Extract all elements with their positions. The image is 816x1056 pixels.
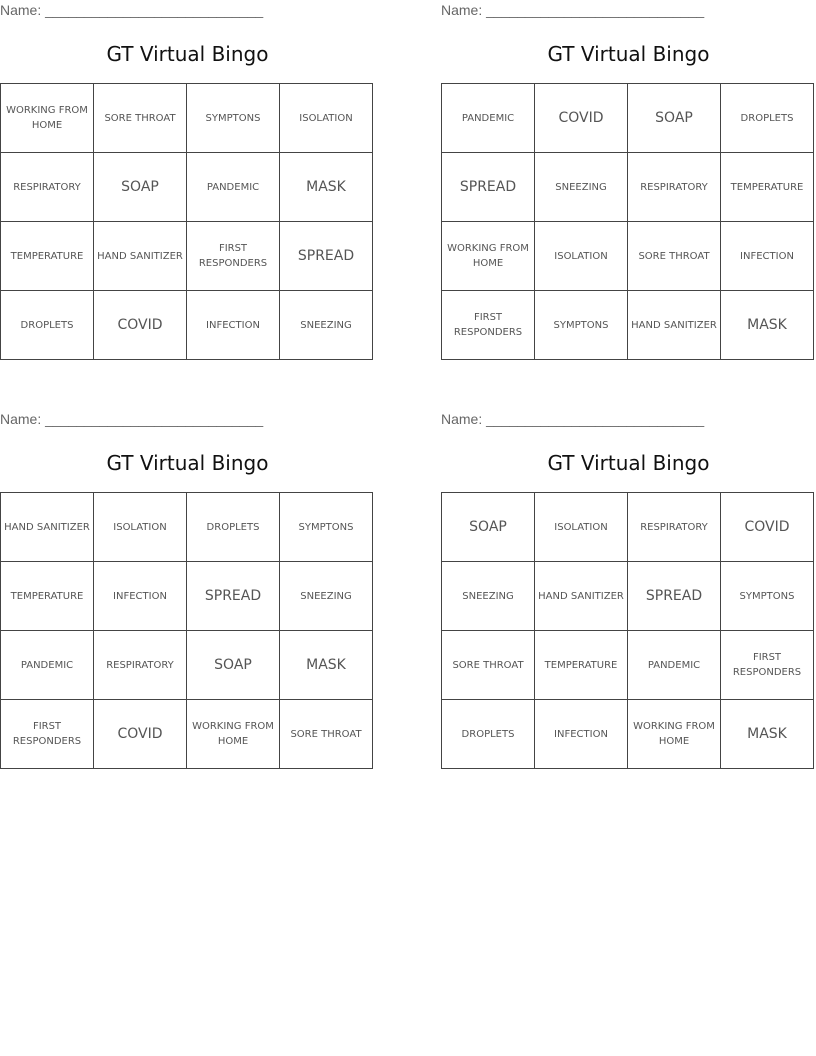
bingo-cell: WORKING FROM HOME: [442, 222, 535, 291]
bingo-cell: SPREAD: [280, 222, 373, 291]
bingo-cell: INFECTION: [187, 291, 280, 360]
bingo-cell: COVID: [721, 493, 814, 562]
bingo-cell: HAND SANITIZER: [628, 291, 721, 360]
bingo-cell: TEMPERATURE: [1, 222, 94, 291]
bingo-cell: SOAP: [442, 493, 535, 562]
card-title: GT Virtual Bingo: [106, 42, 269, 66]
bingo-cell: SNEEZING: [535, 153, 628, 222]
bingo-cell: MASK: [721, 700, 814, 769]
bingo-grid: [0, 492, 373, 769]
bingo-cell: HAND SANITIZER: [535, 562, 628, 631]
name-label: Name: ____________________________: [441, 411, 705, 427]
bingo-cell: PANDEMIC: [442, 84, 535, 153]
bingo-cell: INFECTION: [94, 562, 187, 631]
bingo-cell: RESPIRATORY: [628, 153, 721, 222]
bingo-cell: SORE THROAT: [442, 631, 535, 700]
card-title: GT Virtual Bingo: [547, 42, 710, 66]
bingo-grid: [441, 83, 814, 360]
bingo-cell: COVID: [94, 700, 187, 769]
bingo-cell: FIRST RESPONDERS: [442, 291, 535, 360]
bingo-cell: SORE THROAT: [628, 222, 721, 291]
bingo-cell: DROPLETS: [187, 493, 280, 562]
bingo-card-4: [441, 409, 816, 774]
bingo-cell: HAND SANITIZER: [1, 493, 94, 562]
bingo-cell: MASK: [280, 631, 373, 700]
bingo-cell: SNEEZING: [280, 562, 373, 631]
bingo-cell: SOAP: [187, 631, 280, 700]
bingo-cell: SPREAD: [187, 562, 280, 631]
bingo-cell: FIRST RESPONDERS: [1, 700, 94, 769]
bingo-cell: WORKING FROM HOME: [1, 84, 94, 153]
bingo-cell: TEMPERATURE: [1, 562, 94, 631]
bingo-cell: PANDEMIC: [628, 631, 721, 700]
bingo-cell: SPREAD: [442, 153, 535, 222]
card-title: GT Virtual Bingo: [547, 451, 710, 475]
bingo-cell: TEMPERATURE: [721, 153, 814, 222]
bingo-cell: SNEEZING: [280, 291, 373, 360]
bingo-cell: SYMPTONS: [721, 562, 814, 631]
bingo-cell: ISOLATION: [94, 493, 187, 562]
bingo-grid: [0, 83, 373, 360]
bingo-cell: COVID: [535, 84, 628, 153]
bingo-cell: DROPLETS: [721, 84, 814, 153]
bingo-card-2: [441, 0, 816, 365]
bingo-cell: WORKING FROM HOME: [187, 700, 280, 769]
bingo-cell: SPREAD: [628, 562, 721, 631]
bingo-card-1: [0, 0, 375, 365]
bingo-cell: RESPIRATORY: [94, 631, 187, 700]
bingo-cell: DROPLETS: [1, 291, 94, 360]
bingo-cell: WORKING FROM HOME: [628, 700, 721, 769]
bingo-cell: ISOLATION: [535, 493, 628, 562]
bingo-cell: ISOLATION: [280, 84, 373, 153]
bingo-cell: MASK: [280, 153, 373, 222]
bingo-cell: SYMPTONS: [280, 493, 373, 562]
name-label: Name: ____________________________: [0, 2, 264, 18]
bingo-grid: [441, 492, 814, 769]
bingo-cell: SOAP: [94, 153, 187, 222]
bingo-cell: INFECTION: [535, 700, 628, 769]
bingo-cell: SNEEZING: [442, 562, 535, 631]
name-label: Name: ____________________________: [441, 2, 705, 18]
bingo-cell: COVID: [94, 291, 187, 360]
bingo-cell: SORE THROAT: [280, 700, 373, 769]
bingo-cell: HAND SANITIZER: [94, 222, 187, 291]
bingo-cell: SYMPTONS: [187, 84, 280, 153]
bingo-cell: DROPLETS: [442, 700, 535, 769]
bingo-cell: RESPIRATORY: [628, 493, 721, 562]
bingo-cell: ISOLATION: [535, 222, 628, 291]
bingo-cell: RESPIRATORY: [1, 153, 94, 222]
bingo-card-3: [0, 409, 375, 774]
bingo-cell: MASK: [721, 291, 814, 360]
bingo-cell: FIRST RESPONDERS: [187, 222, 280, 291]
card-title: GT Virtual Bingo: [106, 451, 269, 475]
bingo-cell: PANDEMIC: [1, 631, 94, 700]
name-label: Name: ____________________________: [0, 411, 264, 427]
bingo-cell: FIRST RESPONDERS: [721, 631, 814, 700]
bingo-cell: SYMPTONS: [535, 291, 628, 360]
bingo-cell: SOAP: [628, 84, 721, 153]
bingo-cell: TEMPERATURE: [535, 631, 628, 700]
bingo-cell: SORE THROAT: [94, 84, 187, 153]
bingo-cell: PANDEMIC: [187, 153, 280, 222]
bingo-cell: INFECTION: [721, 222, 814, 291]
